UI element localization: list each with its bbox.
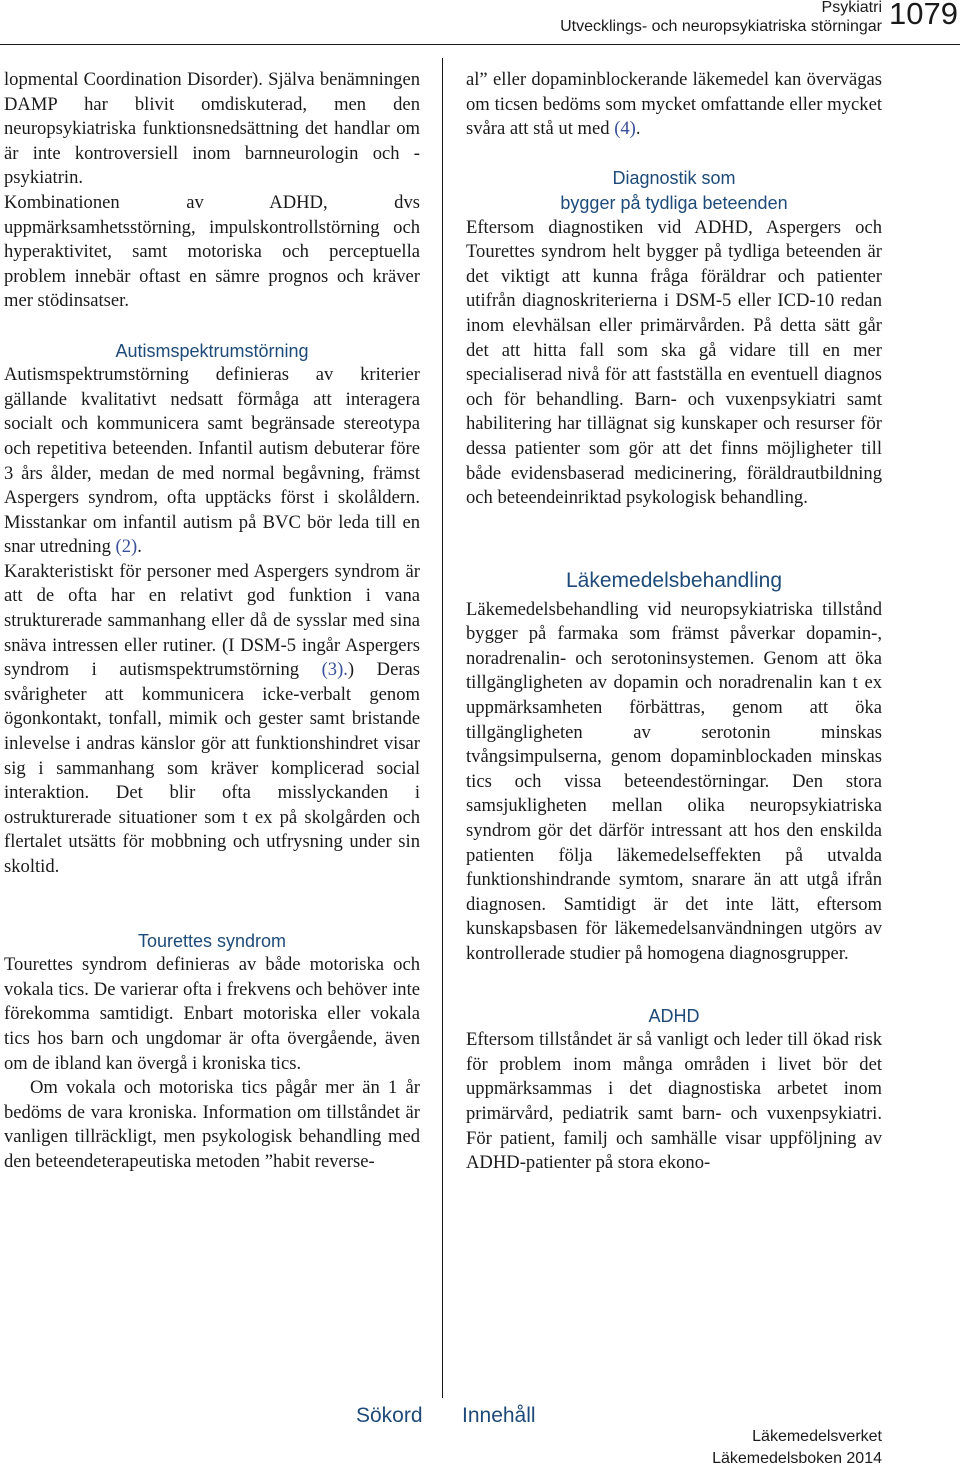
heading-autism: Autismspektrumstörning <box>115 340 309 361</box>
paragraph-text: Autismspektrumstörning definieras av kriterier gällande kvalitativt nedsatt förmåga att interagera socialt och kommunicera samt begränsade stereotypa och repetitiva beteenden. Infantil autism debuterar före 3 års ålder, medan de med normal begåvning, främst Aspergers syndrom, ofta upptäcks först i skolåldern. Misstankar om infantil autism på BVC bör leda till en snar utredning <box>4 364 420 558</box>
contents-link[interactable]: Innehåll <box>462 1404 536 1427</box>
right-column <box>466 68 882 1176</box>
header-section: Psykiatri <box>821 0 882 16</box>
search-link[interactable]: Sökord <box>356 1404 423 1427</box>
paragraph-text: . <box>137 536 142 558</box>
heading-line: Diagnostik som <box>612 168 736 189</box>
heading-lakemedel: Läkemedelsbehandling <box>566 568 782 592</box>
heading-tourette: Tourettes syndrom <box>137 930 287 951</box>
paragraph: Kombinationen av ADHD, dvs uppmärksamhetsstörning, impulskontrollstörning och hyperaktivitet, samt motoriska och perceptuella problem innebär oftast en sämre prognos och kräver mer stödinsatser. <box>4 191 420 312</box>
reference-link[interactable]: (4) <box>614 118 636 140</box>
spacer <box>4 314 420 339</box>
heading-adhd: ADHD <box>648 1005 700 1026</box>
column-divider <box>442 58 443 1398</box>
paragraph-text: . <box>635 118 641 140</box>
left-column <box>4 68 420 1175</box>
publisher-name: Läkemedelsverket <box>752 1428 882 1445</box>
paragraph: Om vokala och motoriska tics pågår mer än 1 år bedöms de vara kroniska. Information om tillståndet är vanligen tillräckligt, men psykologisk behandling med den beteendeterapeutiska metoden ”habit reverse- <box>4 1077 420 1172</box>
reference-link[interactable]: (3). <box>321 659 348 681</box>
spacer <box>466 142 882 167</box>
paragraph: Eftersom diagnostiken vid ADHD, Aspergers och Tourettes syndrom helt bygger på tydliga beteenden är det viktigt att kunna fråga föräldrar och patienter utifrån diagnoskriterierna i DSM-5 eller ICD-10 redan inom elevhälsan eller primärvården. På detta sätt går det att hitta fall som ska gå vidare till en mer specialiserad nivå för att fastställa en eventuell diagnos och för behandling. Barn- och vuxenpsykiatri samt habilitering har tillägnat sig kunskaper och resurser för dessa patienter som gör att det finns möjligheter till både evidensbaserad medicinering, föräldrautbildning och beteendeinriktad psykologisk behandling. <box>466 216 882 509</box>
book-title: Läkemedelsboken 2014 <box>712 1450 882 1467</box>
heading-diagnostik <box>466 166 882 215</box>
spacer <box>466 967 882 1004</box>
header-subsection: Utvecklings- och neuropsykiatriska störningar <box>560 18 882 35</box>
paragraph: lopmental Coordination Disorder). Själva benämningen DAMP har blivit omdiskuterad, men den neuropsykiatriska funktionsnedsättning det handlar om är inte kontroversiell inom barnneurologin och -psykiatrin. <box>4 69 420 189</box>
heading-line: bygger på tydliga beteenden <box>560 192 788 213</box>
paragraph: Tourettes syndrom definieras av både motoriska och vokala tics. De varierar ofta i frekvens och behöver inte förekomma samtidigt. Enbart motoriska eller vokala tics hos barn och ungdomar är ofta övergående, även om de ibland kan övergå i kroniska tics. <box>4 954 420 1074</box>
page-header <box>0 0 960 60</box>
page-number: 1079 <box>889 0 958 31</box>
paragraph-text: Karakteristiskt för personer med Aspergers syndrom är att de ofta har en relativt god funktion i vana strukturerade sammanhang eller då de sysslar med sina snäva intressen eller rutiner. (I DSM-5 ingår Aspergers syndrom i autismspektrumstörning <box>4 560 420 681</box>
paragraph <box>466 68 882 142</box>
paragraph-text: ) Deras svårigheter att kommunicera icke-verbalt genom ögonkontakt, tonfall, mimik och gester samt bristande inlevelse i andras känslor gör att funktionshindret visar sig i sammanhang som kräver komplicerad social interaktion. Det blir ofta misslyckanden i ostrukturerade situationer som t ex på skolgården och flertalet utsätts för mobbning och utfrysning under sin skoltid. <box>4 659 421 877</box>
spacer <box>466 511 882 568</box>
paragraph <box>4 560 420 880</box>
reference-link[interactable]: (2) <box>115 536 138 558</box>
paragraph: Läkemedelsbehandling vid neuropsykiatriska tillstånd bygger på farmaka som främst påverkar dopamin-, noradrenalin- och serotoninsystemen. Genom att öka tillgängligheten av dopamin och noradrenalin kan t ex uppmärksamheten förbättras, genom att öka tillgängligheten av serotonin minskas tvångsimpulserna, genom dopaminblockaden minskas tics och vissa beteendestörningar. Den stora samsjukligheten mellan olika neuropsykiatriska syndrom gör det därför intressant att hos den enskilda patienten följa läkemedelseffekten på utvalda funktionshindrande symtom, snarare än att utgå ifrån diagnosen. Samtidigt är det inte lätt, eftersom kunskapsbasen för läkemedelsanvändningen utgörs av kontrollerade studier på homogena diagnosgrupper. <box>466 598 882 964</box>
header-rule <box>0 44 960 45</box>
paragraph <box>4 363 420 560</box>
paragraph-text: al” eller dopaminblockerande läkemedel kan övervägas om ticsen bedöms som mycket omfattande eller mycket svåra att stå ut med <box>466 69 882 140</box>
spacer <box>4 880 420 929</box>
paragraph: Eftersom tillståndet är så vanligt och leder till ökad risk för problem inom många områden i livet bör det uppmärksammas i det diagnostiska arbetet inom primärvård, pediatrik samt barn- och vuxenpsykiatri. För patient, familj och samhälle visar uppföljning av ADHD-patienter på stora ekono- <box>466 1029 882 1174</box>
